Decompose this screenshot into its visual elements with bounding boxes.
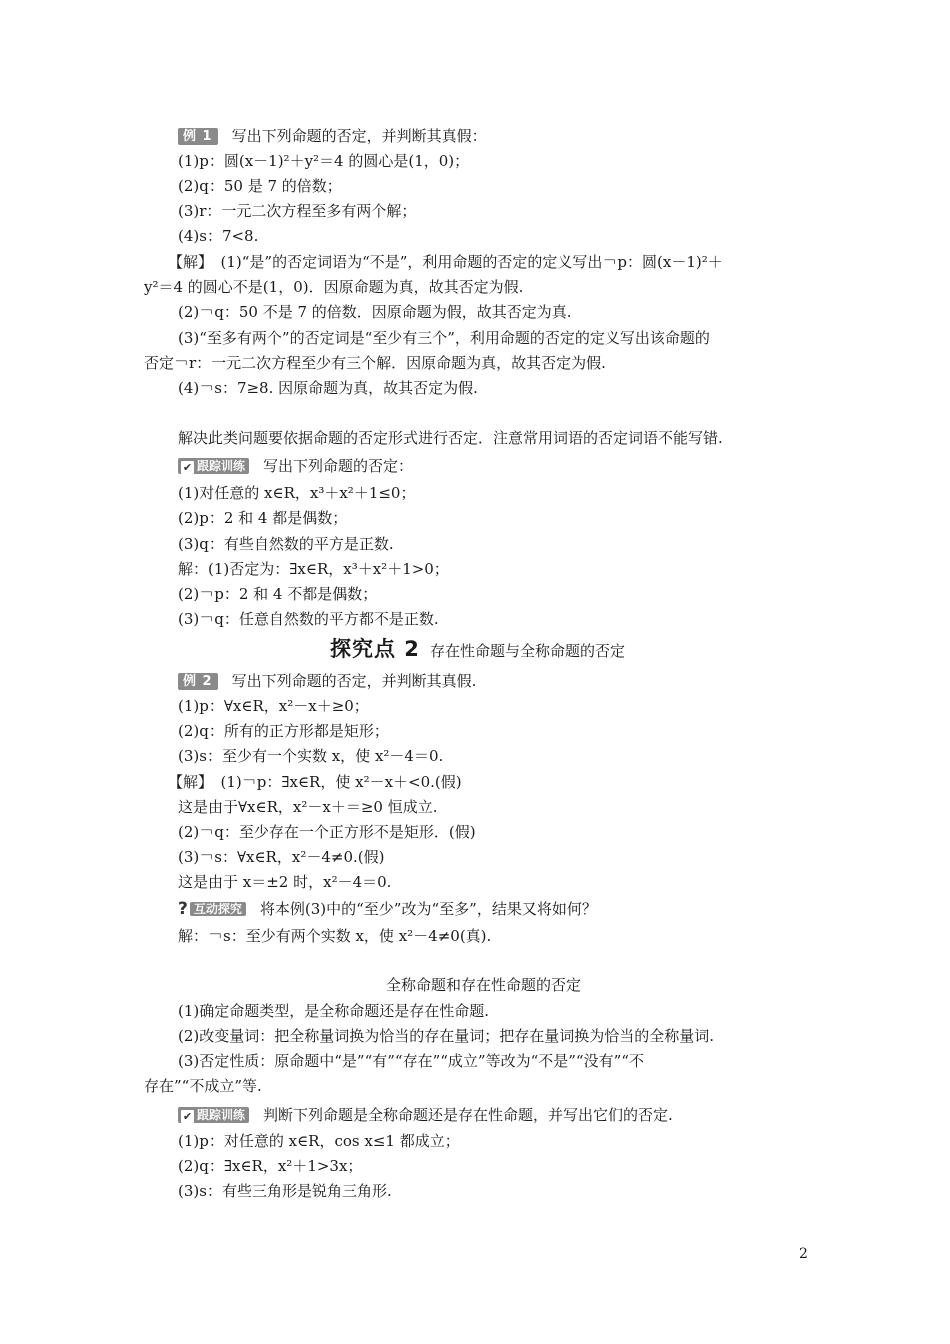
interactive-prompt: 将本例(3)中的“至少”改为“至多”，结果又将如何？	[259, 900, 597, 918]
text-line: (3)r：一元二次方程至多有两个解；	[178, 202, 417, 220]
example-prompt: 写出下列命题的否定，并判断其真假：	[231, 127, 487, 145]
text-line: (1)确定命题类型，是全称命题还是存在性命题.	[178, 1002, 490, 1020]
text-line: (2)q：∃x∈R，x²＋1>3x；	[178, 1157, 363, 1175]
method-note: 解决此类问题要依据命题的否定形式进行否定．注意常用词语的否定词语不能写错.	[178, 429, 723, 447]
interactive-heading	[178, 898, 597, 920]
checkmark-icon: ✔	[182, 1110, 193, 1123]
section-heading	[330, 634, 625, 664]
text-line: (2)￢p：2 和 4 不都是偶数；	[178, 585, 378, 603]
summary-title: 全称命题和存在性命题的否定	[386, 976, 582, 994]
text-line: (4)￢s：7≥8. 因原命题为真，故其否定为假.	[178, 379, 478, 397]
question-mark-icon: ?	[178, 899, 188, 919]
text-line: (2)q：50 是 7 的倍数；	[178, 177, 342, 195]
text-line: (2)￢q：50 不是 7 的倍数．因原命题为假，故其否定为真.	[178, 303, 572, 321]
text-line: (3)s：有些三角形是锐角三角形.	[178, 1182, 392, 1200]
example-1-heading	[178, 125, 487, 147]
section-label: 探究点 2	[330, 637, 420, 661]
practice-prompt: 判断下列命题是全称命题还是存在性命题，并写出它们的否定.	[263, 1106, 673, 1124]
text-line: (2)改变量词：把全称量词换为恰当的存在量词；把存在量词换为恰当的全称量词.	[178, 1027, 715, 1045]
text-line: (3)￢s：∀x∈R，x²－4≠0.(假)	[178, 848, 385, 866]
text-line: 这是由于∀x∈R，x²－x＋＝≥0 恒成立.	[178, 798, 438, 816]
practice-prompt: 写出下列命题的否定：	[263, 457, 414, 475]
interactive-badge: ? 互动探究	[178, 901, 246, 917]
text-line: (1)p：∀x∈R，x²－x＋≥0；	[178, 697, 369, 715]
text-line: 否定￢r：一元二次方程至少有三个解．因原命题为真，故其否定为假.	[144, 354, 606, 372]
text-line: (2)p：2 和 4 都是偶数；	[178, 509, 348, 527]
text-line: (3)否定性质：原命题中“是”“有”“存在”“成立”等改为“不是”“没有”“不	[178, 1052, 644, 1070]
text-line: (1)p：对任意的 x∈R，cos x≤1 都成立；	[178, 1132, 460, 1150]
text-line: (2)￢q：至少存在一个正方形不是矩形．(假)	[178, 823, 476, 841]
text-line: 解：￢s：至少有两个实数 x，使 x²－4≠0(真).	[178, 927, 492, 945]
text-line: (4)s：7<8.	[178, 227, 259, 245]
text-line: 存在”“不成立”等.	[144, 1077, 262, 1095]
text-line: (2)q：所有的正方形都是矩形；	[178, 722, 389, 740]
example-badge: 例 2	[178, 673, 218, 690]
text-line: (3)“至多有两个”的否定词是“至少有三个”，利用命题的否定的定义写出该命题的	[178, 329, 710, 347]
practice-badge: ✔ 跟踪训练	[178, 458, 249, 474]
solution-line: 【解】 (1)“是”的否定词语为“不是”，利用命题的否定的定义写出￢p：圆(x－1)²＋	[168, 253, 723, 271]
practice-heading	[178, 455, 413, 477]
example-2-heading	[178, 670, 476, 692]
page-number: 2	[799, 1246, 808, 1262]
text-line: (1)p：圆(x－1)²＋y²＝4 的圆心是(1，0)；	[178, 152, 470, 170]
text-line: (3)s：至少有一个实数 x，使 x²－4＝0.	[178, 747, 444, 765]
text-line: (1)对任意的 x∈R，x³＋x²＋1≤0；	[178, 484, 416, 502]
text-line: y²＝4 的圆心不是(1，0)．因原命题为真，故其否定为假.	[144, 278, 524, 296]
checkmark-icon: ✔	[182, 461, 193, 474]
text-line: (3)￢q：任意自然数的平方都不是正数.	[178, 610, 439, 628]
example-prompt: 写出下列命题的否定，并判断其真假.	[231, 672, 477, 690]
solution-line: 【解】 (1)￢p：∃x∈R，使 x²－x＋<0.(假)	[168, 773, 462, 791]
practice-badge: ✔ 跟踪训练	[178, 1107, 249, 1123]
text-line: (3)q：有些自然数的平方是正数.	[178, 535, 394, 553]
practice-heading	[178, 1104, 673, 1126]
text-line: 这是由于 x＝±2 时，x²－4＝0.	[178, 873, 392, 891]
text-line: 解：(1)否定为：∃x∈R，x³＋x²＋1>0；	[178, 560, 449, 578]
section-title: 存在性命题与全称命题的否定	[429, 642, 625, 660]
example-badge: 例 1	[178, 128, 218, 145]
